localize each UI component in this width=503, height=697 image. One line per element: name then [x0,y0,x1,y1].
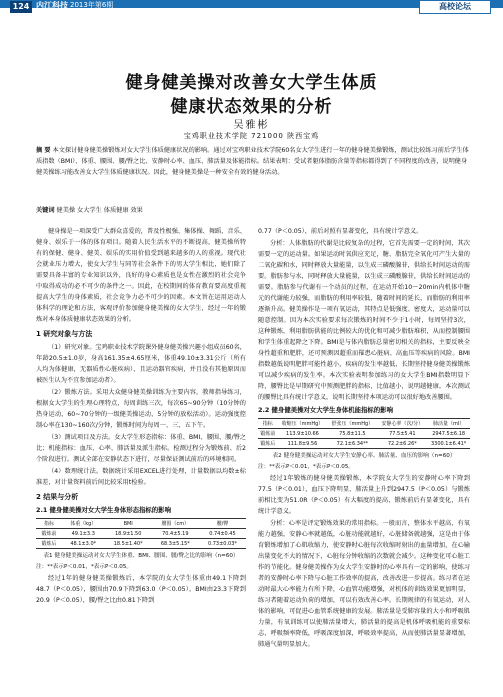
table-row [258,439,470,449]
table-header-cell: 肺活量（ml） [427,419,470,429]
table-header-cell: 收缩压（mmHg） [277,419,327,429]
abstract [36,145,471,178]
keywords [36,205,471,214]
affiliation: 宝鸡职业技术学院 721000 陕西宝鸡 [183,132,320,140]
table-cell: 18.5±1.40* [105,539,152,549]
table-cell: 18.9±1.50 [105,529,152,539]
paragraph: 0.77（P＜0.05），前后对照有显著变化，具有统计学意义。 [258,228,423,235]
section-heading: 2 结果与分析 [36,493,79,501]
table-cell: 0.73±0.03* [199,539,246,549]
paragraph: 分析：心率是评定锻炼效果的常用指标。一般而言，整体水平越高，有氧能力越强，安静心率就越低，心脏功能就越好，心脏储备就越强，这是由于体育锻炼增加了心肌收缩力，使安静时心脏每次收缩时射出的血量增加，在心输出量变化不大的情况下，心脏每分钟收缩的次数就会减少。这种变化可心脏工作的节能化。健身健美操作为女大学生安静时的心率具有一定的影响，使练习者的安静时心率下降与心脏工作效率的提高，改善改进一步提高。练习者在运动时最大心率能力有所下降，心血管功能增强，对机体的训练效果更加明显，练习者随着运动负荷的增加，可以有效改善心率。长期规律的有氧运动，对人体的影响，可促进心血管系统健康的发展。肺活量是受肺容量的大小和呼吸肌力量，有氧训练可以使肺活量增大，肺活量的提高是机体呼吸机能的重要标志，呼吸频率降低，呼吸深度加深，呼吸效率提高，从而使肺活量显著增加，肺通气量明显加大。 [258,520,470,648]
keywords-text: 健美操 女大学生 体质健康 效果 [56,207,143,214]
table-header-row [258,419,470,429]
article-title-line2: 健康状态效果的分析 [170,97,333,117]
table-cell: 70.4±5.19 [152,529,199,539]
article-title-line1: 健身健美操对改善女大学生体质 [125,73,378,93]
table-2 [258,418,470,449]
table-header-cell: 指标 [258,419,277,429]
table-header-cell: 安静心率（次/分） [377,419,427,429]
table-header-cell: 舒张压（mmHg） [327,419,377,429]
abstract-label: 摘 要 [36,147,51,154]
table-header-row [36,519,246,529]
paragraph: （2）锻炼方法。采用大众健身健美操训练为主要内容，教师指导练习，根据女大学生的生理心理特点，每周训练三次，每次65~90分钟（10分钟的热身运动，60~70分钟的一级健美操运动，5分钟的放松活动）。运动强度控制心率在130~160次/分钟，锻炼时间为每周一、三、五下午。 [36,389,246,429]
page-header [0,0,503,14]
journal-issue: 2013年第6期 [70,1,114,9]
table-cell: 2947.5±6.18 [427,429,470,439]
table-cell: 68.3±5.15* [152,539,199,549]
table-row [36,529,246,539]
paragraph: 健身操是一项深受广大群众喜爱的，普及性极强、集体操、舞蹈、音乐、健身、娱乐于一体的体育项目。随着人民生活水平的不断提高，健美操所特有的保健、健身、健美、娱乐的实用价值受到越来越多的人的重视。现代社会就业压力增大，使女大学生与同等社会条件下的男大学生相比，她们除了需要具备丰富的专业知识以外，良好的身心素质也是女性在激烈的社会竞争中取得成功的必不可少的条件之一。因此，在校期间的体育教育要高度重视提高大学生的身体素质，社会竞争力必不可少的因素。本文旨在运用运动人体科学的理论和方法，客观评价参加健身健美操的女大学生，经过一年的锻炼对本身体质健康状态效果的分析。 [36,228,246,323]
paragraph: 分析：人体脂肪的代谢是比较复杂的过程，它首先需要一定的时间，其次需要一定的运动量。如果运动时氧供应充足，糖、脂肪完全氧化可产生大量的二氧化碳和水，同时释放大量能量，以生成三磷酸腺苷，供给长时间运动的需要。脂肪参与水，同时释放大量能量，以生成三磷酸腺苷，供给长时间运动的需要。脂肪参与代谢有一个动员的过程，在运动开始10～20min内机体中糖元的代谢能力较强，而脂肪的利用率较低，随着时间的延长，而脂肪的利用率逐渐升高。健美操作是一项有氧运动，其特点是低强度、密度大，运动量可以随意控制。因为本次实验要求每次锻炼的时间不少于1小时，每周坚持3次，这种锻炼，利用脂肪供能的比例较大的优化和可减少脂肪堆积，从而控制腰围和学生体重起降之下降。BMI是与体内脂肪总量密切相关的指标，主要反映全身性超重和肥胖，还可预测因超重而罹患心脏病、高血压等疾病的风险。BMI指数越低说明肥胖可能性越小，疾病的发生率越低，长期坚持健身健美操锻炼可以减少疾病的发生率。本次实验表明参加练习的女大学生BMI指数明显下降，腰臀比是早期研究中预测肥胖的指标，比值越小，说明越健康。本次测试的腰臀比具有统计学意义，说明长期坚持本项运动可以很好地改善腰围。 [258,240,470,401]
table-cell: 48.1±3.0* [62,539,105,549]
page-number: 124 [10,1,32,13]
table-cell: 3300.1±6.41* [427,439,470,449]
table-header-cell: 指标 [36,519,62,529]
table-caption: 表1 健身健美操运动对女大学生体重、BMI、腰围、腰/臀之比的影响（n=60） [43,553,239,559]
table-1 [36,518,246,549]
table-row [258,429,470,439]
table-cell: 锻炼后 [36,539,62,549]
table-caption: 表2 健身健美操运动对女大学生安静心率、肺活量、血压的影响（n=60） [272,453,456,459]
subsection-heading: 2.1 健身健美操对女大学生身体形态指标的影响 [36,506,171,514]
subsection-heading: 2.2 健身健美操对女大学生身体机能指标的影响 [258,406,393,414]
table-cell: 111.8±9.56 [277,439,327,449]
table-cell: 锻炼前 [36,529,62,539]
table-cell: 113.9±10.66 [277,429,327,439]
paragraph: （1）研究对象。宝鸡职业技术学院课外健身健美操兴趣小组成员60名，年龄20.5±1.0岁，身高161.35±4.65厘米，体重49.10±3.31公斤（所有人均为体健康，无器质性心脏疾病），且运动器官疾病，并且没有其他原因而被医生认为不宜参加运动者）。 [36,344,246,384]
table-header-cell: 腰围（cm） [152,519,199,529]
table-cell: 锻炼前 [258,429,277,439]
table-cell: 77.5±5.41 [377,429,427,439]
table-cell: 0.74±0.45 [199,529,246,539]
table-cell: 72.1±6.34** [327,439,377,449]
keywords-label: 关键词 [36,207,55,214]
paragraph: （4）数理统计法。数据统计采用EXCEL进行处理，计量数据以均数±标准差，对计量资料前后间比较采用t检验。 [36,468,246,486]
abstract-text: 本文探讨健身健美操锻炼对女大学生体质健康状况的影响。通过对宝鸡职业技术学院60名女大学生进行一年的健身健美操锻炼，测试比较练习前后学生体质指数（BMI）、体重、腰围、腰/臀之比、安静时心率、血压、肺活量及体能指标。结果表明：受试者躯体脂肪含量等指标都得到了不同程度的改善，说明健身健美操练习能改善女大学生体质健康状况。因此，健身健美操是一种安全有效的健身活动。 [36,147,469,176]
table-cell: 75.8±11.5 [327,429,377,439]
table-cell: 锻炼后 [258,439,277,449]
table-note: 注：**表示P＜0.01，*表示P＜0.05。 [36,564,132,570]
table-note: 注：**表示P＜0.01，*表示P＜0.05。 [258,464,354,470]
table-header-cell: 体重（kg） [62,519,105,529]
paragraph: （3）测试项目及方法。女大学生形态指标：体重、BMI、腰围、腰/臀之比；机能指标：血压、心率、肺活量及派生指标。检测过程分为锻炼前、后2个阶段进行。测试全部在安静状态下进行，尽量保证测试前后的环境相同。 [36,434,246,463]
paragraph: 经过1年锻炼的健身健美操锻炼，本学院女大学生的安静时心率下降到77.5（P＜0.01），血压下降明显，肺活量上升到2947.5（P＜0.05）与锻炼前相比变为51.0R（P＜0.05）有大幅度的提高，锻炼前后有显著变化，具有统计学意义。 [258,475,470,515]
paragraph: 经过1年的健身健美操锻炼后，本学院的女大学生体重由49.1下降到48.7（P＜0.05），腰围由70.9下降到63.0（P＜0.05），BMI由23.3下降到20.9（P＜0.05），腰/臀之比由0.81下降到 [36,575,246,604]
section-label: 高校论坛 [419,0,491,14]
table-row [36,539,246,549]
table-cell: 49.1±3.3 [62,529,105,539]
table-cell: 72.2±6.26* [377,439,427,449]
author: 吴雅彬 [233,120,270,131]
table-header-cell: BMI [105,519,152,529]
table-header-cell: 腰/臀 [199,519,246,529]
journal-name: 内江科技 [36,0,68,10]
right-column [258,226,470,651]
left-column [36,226,246,607]
section-heading: 1 研究对象与方法 [36,330,93,338]
